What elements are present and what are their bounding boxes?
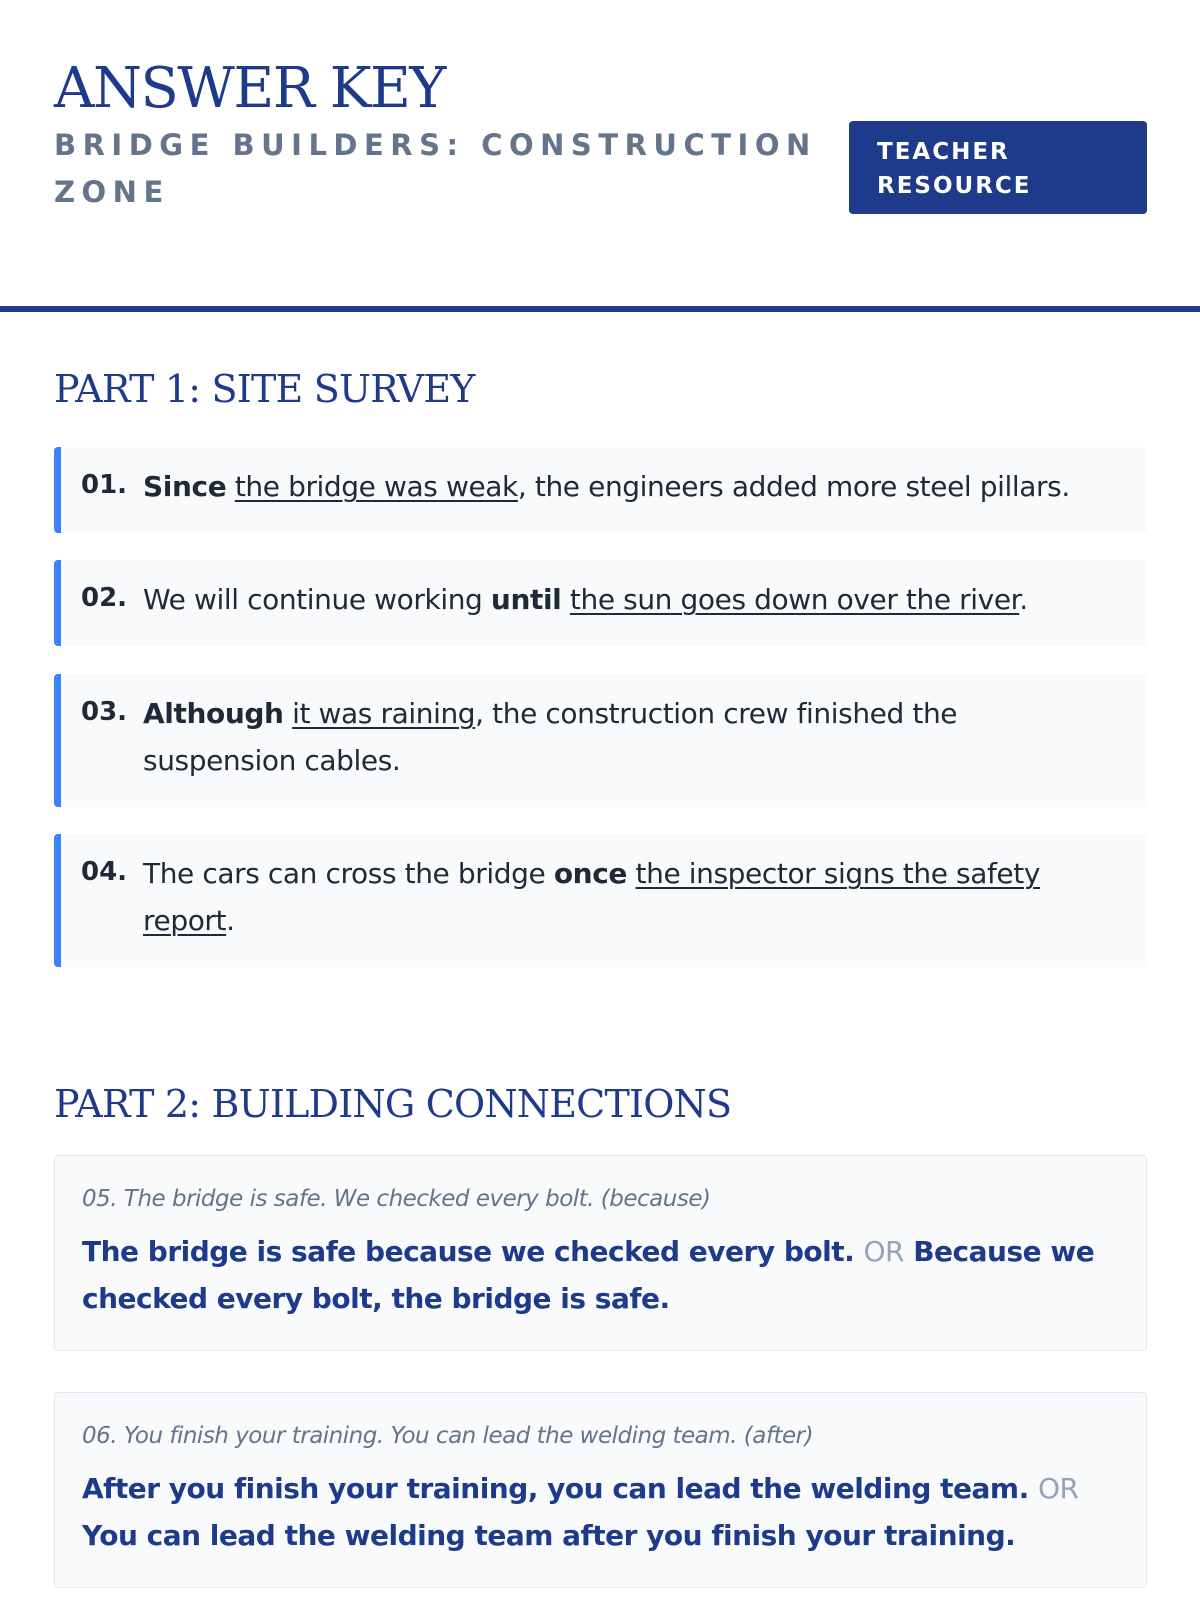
item-number: 04. [81,857,128,887]
item-number: 01. [81,470,128,500]
badge-line-1: TEACHER [877,139,1010,165]
answer-card [54,1155,1147,1351]
question-prompt: 06. You finish your training. You can lead the welding team. (after) [82,1423,814,1449]
dependent-clause: it was raining [292,697,476,730]
item-sentence [143,463,1117,510]
item-sentence [143,690,1117,784]
sentence-pre: The cars can cross the bridge [143,857,554,890]
part1-item [54,834,1147,967]
part1-item [54,674,1147,807]
teacher-resource-badge [849,121,1147,214]
sentence-post: , the construction crew finished the suspension cables. [143,697,958,777]
answer-option-b: Because we checked every bolt, the bridge is safe. [82,1235,1095,1315]
or-separator: OR [863,1235,904,1268]
answer-option-b: You can lead the welding team after you finish your training. [82,1519,1016,1552]
sentence-pre: We will continue working [143,583,491,616]
subordinating-conjunction: Although [143,697,284,730]
dependent-clause: the inspector signs the safety report [143,857,1041,937]
model-answer [82,1228,1120,1322]
model-answer [82,1465,1120,1559]
part1-item [54,447,1147,533]
subordinating-conjunction: until [490,583,562,616]
worksheet-subtitle: BRIDGE BUILDERS: CONSTRUCTION ZONE [54,128,817,209]
answer-option-a: The bridge is safe because we checked every bolt. [82,1235,855,1268]
answer-card [54,1392,1147,1588]
sentence-post: . [226,904,235,937]
item-sentence [143,850,1117,944]
item-number: 02. [81,583,128,613]
part1-item [54,560,1147,646]
item-number: 03. [81,697,128,727]
header [54,54,1147,214]
dependent-clause: the bridge was weak [234,470,518,503]
question-prompt: 05. The bridge is safe. We checked every bolt. (because) [82,1186,711,1212]
sentence-post: , the engineers added more steel pillars. [517,470,1070,503]
subordinating-conjunction: Since [143,470,227,503]
part1-title: PART 1: SITE SURVEY [54,367,475,411]
or-separator: OR [1038,1472,1079,1505]
badge-line-2: RESOURCE [877,173,1032,199]
item-sentence [143,576,1117,623]
part2-title: PART 2: BUILDING CONNECTIONS [54,1082,732,1126]
dependent-clause: the sun goes down over the river [569,583,1020,616]
page-title: ANSWER KEY [54,56,445,121]
answer-option-a: After you finish your training, you can lead the welding team. [82,1472,1029,1505]
header-divider [0,306,1200,312]
subordinating-conjunction: once [553,857,627,890]
sentence-post: . [1019,583,1028,616]
